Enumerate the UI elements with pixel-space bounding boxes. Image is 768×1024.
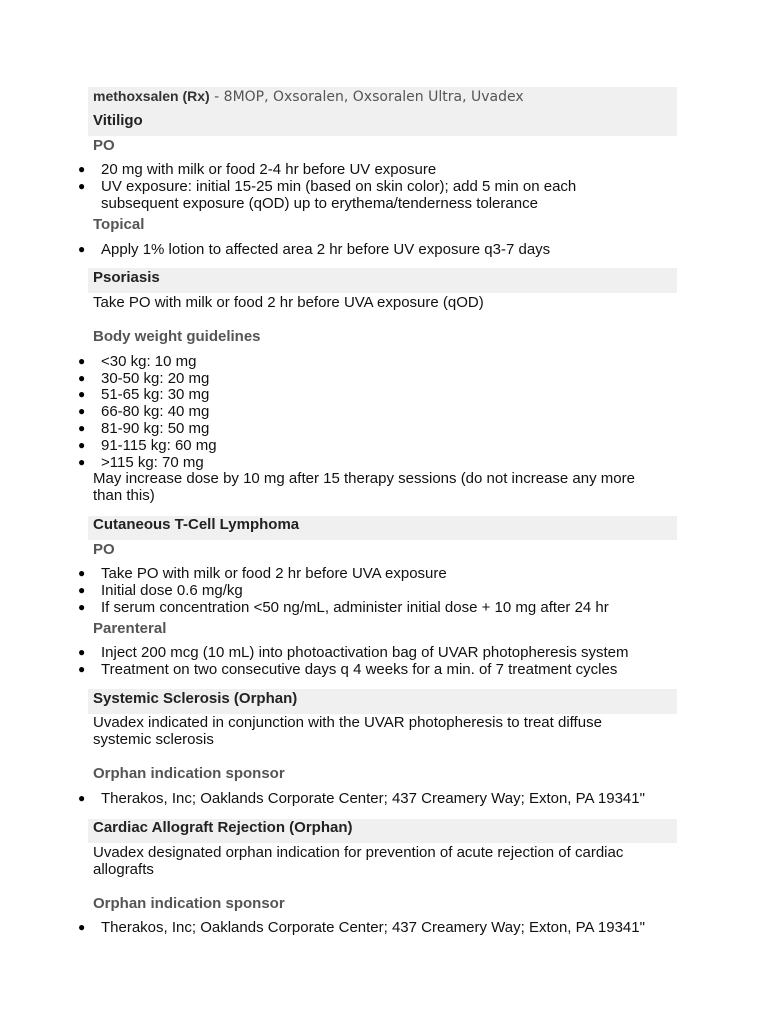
drug-name: methoxsalen (Rx) [93,88,210,104]
bullet: ● [78,179,86,193]
bullet: ● [78,387,86,401]
psoriasis-note: than this) [93,487,155,504]
vitiligo-title: Vitiligo [93,112,143,129]
bullet: ● [78,242,86,256]
bullet: ● [78,791,86,805]
car-text: allografts [93,861,154,878]
bw-item: 51-65 kg: 30 mg [101,386,210,403]
ctcl-parenteral-item: Inject 200 mcg (10 mL) into photoactivation bag of UVAR photopheresis system [101,644,629,661]
ssc-title: Systemic Sclerosis (Orphan) [93,690,298,707]
bullet: ● [78,600,86,614]
car-sponsor-label: Orphan indication sponsor [93,895,285,912]
car-text: Uvadex designated orphan indication for prevention of acute rejection of cardiac [93,844,624,861]
vitiligo-po-item: subsequent exposure (qOD) up to erythema/tenderness tolerance [101,195,538,212]
vitiligo-topical-label: Topical [93,216,145,233]
car-title: Cardiac Allograft Rejection (Orphan) [93,819,353,836]
ctcl-po-label: PO [93,541,115,558]
bullet: ● [78,354,86,368]
bw-item: >115 kg: 70 mg [101,454,204,471]
vitiligo-topical-item: Apply 1% lotion to affected area 2 hr before UV exposure q3-7 days [101,241,551,258]
bw-item: 91-115 kg: 60 mg [101,437,217,454]
psoriasis-note: May increase dose by 10 mg after 15 therapy sessions (do not increase any more [93,470,635,487]
ssc-text: Uvadex indicated in conjunction with the UVAR photopheresis to treat diffuse [93,714,602,731]
bullet: ● [78,438,86,452]
ssc-sponsor-label: Orphan indication sponsor [93,765,285,782]
bullet: ● [78,371,86,385]
psoriasis-bw-label: Body weight guidelines [93,328,261,345]
bullet: ● [78,404,86,418]
ctcl-parenteral-label: Parenteral [93,620,167,637]
bullet: ● [78,566,86,580]
ctcl-po-item: Initial dose 0.6 mg/kg [101,582,243,599]
vitiligo-po-item: 20 mg with milk or food 2-4 hr before UV exposure [101,161,437,178]
drug-brands: - 8MOP, Oxsoralen, Oxsoralen Ultra, Uvadex [209,89,524,105]
bw-item: <30 kg: 10 mg [101,353,197,370]
psoriasis-text: Take PO with milk or food 2 hr before UVA exposure (qOD) [93,294,484,311]
vitiligo-po-item: UV exposure: initial 15-25 min (based on skin color); add 5 min on each [101,178,577,195]
psoriasis-header-bar [88,268,677,293]
bw-item: 66-80 kg: 40 mg [101,403,210,420]
vitiligo-po-label: PO [93,137,115,154]
ssc-text: systemic sclerosis [93,731,214,748]
car-sponsor: Therakos, Inc; Oaklands Corporate Center; 437 Creamery Way; Exton, PA 19341" [101,919,645,936]
bullet: ● [78,583,86,597]
ssc-sponsor: Therakos, Inc; Oaklands Corporate Center; 437 Creamery Way; Exton, PA 19341" [101,790,645,807]
bullet: ● [78,645,86,659]
bullet: ● [78,421,86,435]
psoriasis-title: Psoriasis [93,269,160,286]
bw-item: 81-90 kg: 50 mg [101,420,210,437]
bullet: ● [78,662,86,676]
ctcl-title: Cutaneous T-Cell Lymphoma [93,516,300,533]
drug-title [93,88,524,106]
ctcl-po-item: If serum concentration <50 ng/mL, administer initial dose + 10 mg after 24 hr [101,599,609,616]
bw-item: 30-50 kg: 20 mg [101,370,210,387]
ctcl-parenteral-item: Treatment on two consecutive days q 4 weeks for a min. of 7 treatment cycles [101,661,618,678]
bullet: ● [78,920,86,934]
bullet: ● [78,455,86,469]
ctcl-po-item: Take PO with milk or food 2 hr before UVA exposure [101,565,447,582]
bullet: ● [78,162,86,176]
